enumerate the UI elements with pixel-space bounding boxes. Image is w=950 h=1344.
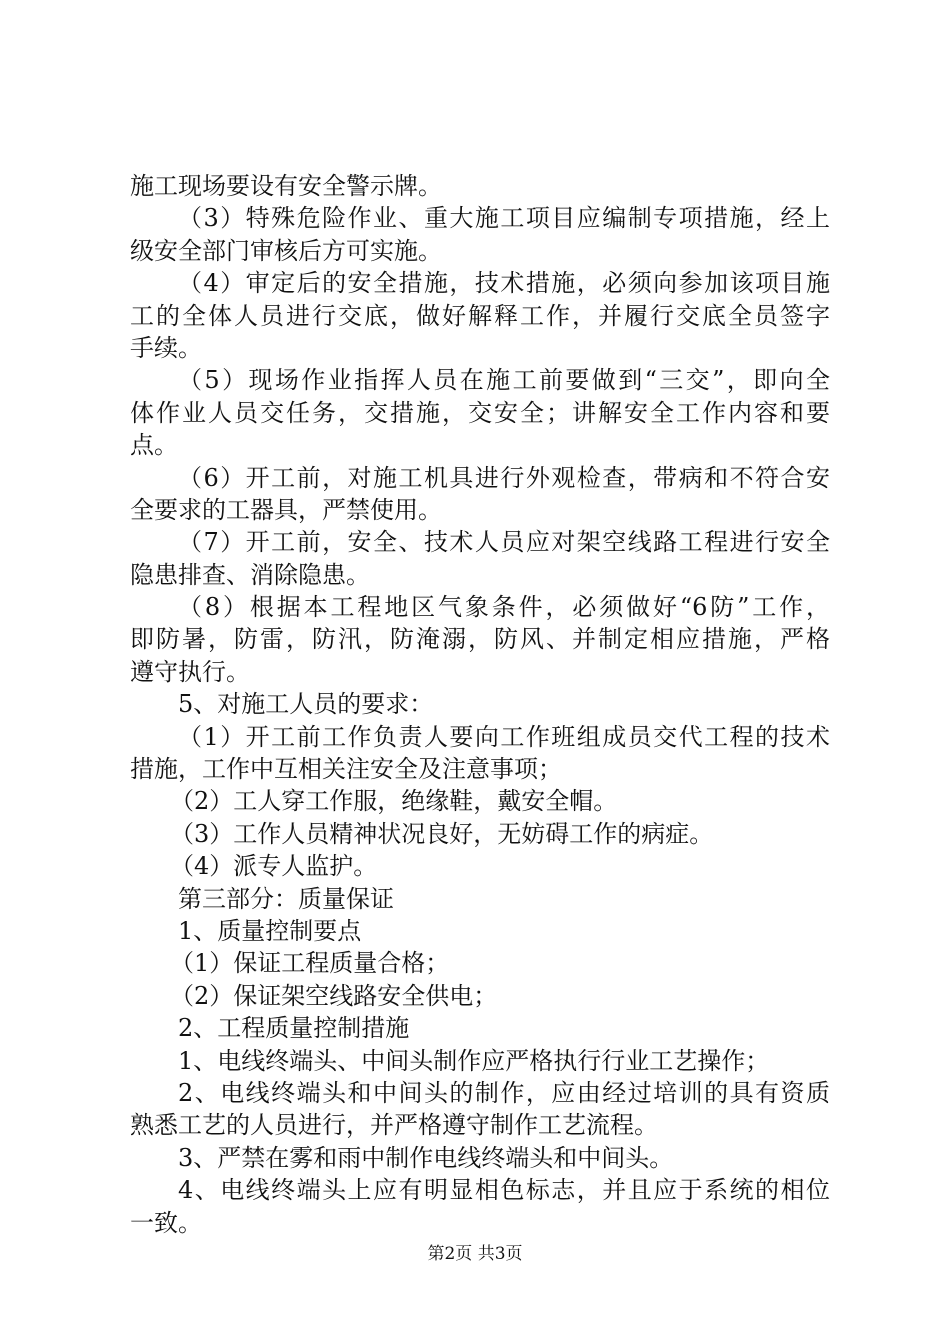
- text-line: （3）特殊危险作业、重大施工项目应编制专项措施，经上: [178, 204, 830, 233]
- text-line: （7）开工前，安全、技术人员应对架空线路工程进行安全: [178, 528, 830, 557]
- text-line: 措施，工作中互相关注安全及注意事项；: [130, 755, 562, 784]
- text-line: （1）保证工程质量合格；: [170, 949, 450, 978]
- text-line: （5）现场作业指挥人员在施工前要做到“三交”，即向全: [178, 366, 830, 395]
- text-line: 1、电线终端头、中间头制作应严格执行行业工艺操作；: [178, 1046, 770, 1075]
- section-heading: 2、工程质量控制措施: [178, 1014, 410, 1043]
- text-line: 2、电线终端头和中间头的制作，应由经过培训的具有资质: [178, 1078, 830, 1107]
- text-line: （1）开工前工作负责人要向工作班组成员交代工程的技术: [178, 722, 830, 751]
- text-line: （2）保证架空线路安全供电；: [170, 981, 498, 1010]
- text-line: 手续。: [130, 333, 202, 362]
- text-line: 熟悉工艺的人员进行，并严格遵守制作工艺流程。: [130, 1111, 658, 1140]
- section-heading: 第三部分：质量保证: [178, 884, 394, 913]
- text-line: （4）审定后的安全措施，技术措施，必须向参加该项目施: [178, 269, 830, 298]
- text-line: 工的全体人员进行交底，做好解释工作，并履行交底全员签字: [130, 301, 830, 330]
- document-body: [130, 170, 830, 1239]
- text-line: （2）工人穿工作服，绝缘鞋，戴安全帽。: [170, 787, 618, 816]
- text-line: （8）根据本工程地区气象条件，必须做好“6防”工作，: [178, 593, 830, 622]
- text-line: 遵守执行。: [130, 657, 250, 686]
- section-heading: 1、质量控制要点: [178, 916, 362, 945]
- section-heading: 5、对施工人员的要求：: [178, 690, 434, 719]
- text-line: 级安全部门审核后方可实施。: [130, 236, 442, 265]
- text-line: （3）工作人员精神状况良好，无妨碍工作的病症。: [170, 819, 714, 848]
- text-line: 点。: [130, 431, 178, 460]
- text-line: （4）派专人监护。: [170, 852, 378, 881]
- text-line: 3、严禁在雾和雨中制作电线终端头和中间头。: [178, 1143, 674, 1172]
- text-line: 施工现场要设有安全警示牌。: [130, 172, 442, 200]
- text-line: 全要求的工器具，严禁使用。: [130, 495, 442, 524]
- text-line: 即防暑，防雷，防汛，防淹溺，防风、并制定相应措施，严格: [130, 625, 830, 654]
- page-number-footer: 第2页 共3页: [427, 1244, 523, 1264]
- text-line: 体作业人员交任务，交措施，交安全；讲解安全工作内容和要: [130, 398, 830, 427]
- text-line: 隐患排查、消除隐患。: [130, 560, 370, 589]
- text-line: 一致。: [130, 1208, 202, 1237]
- text-line: （6）开工前，对施工机具进行外观检查，带病和不符合安: [178, 463, 830, 492]
- text-line: 4、电线终端头上应有明显相色标志，并且应于系统的相位: [178, 1176, 830, 1205]
